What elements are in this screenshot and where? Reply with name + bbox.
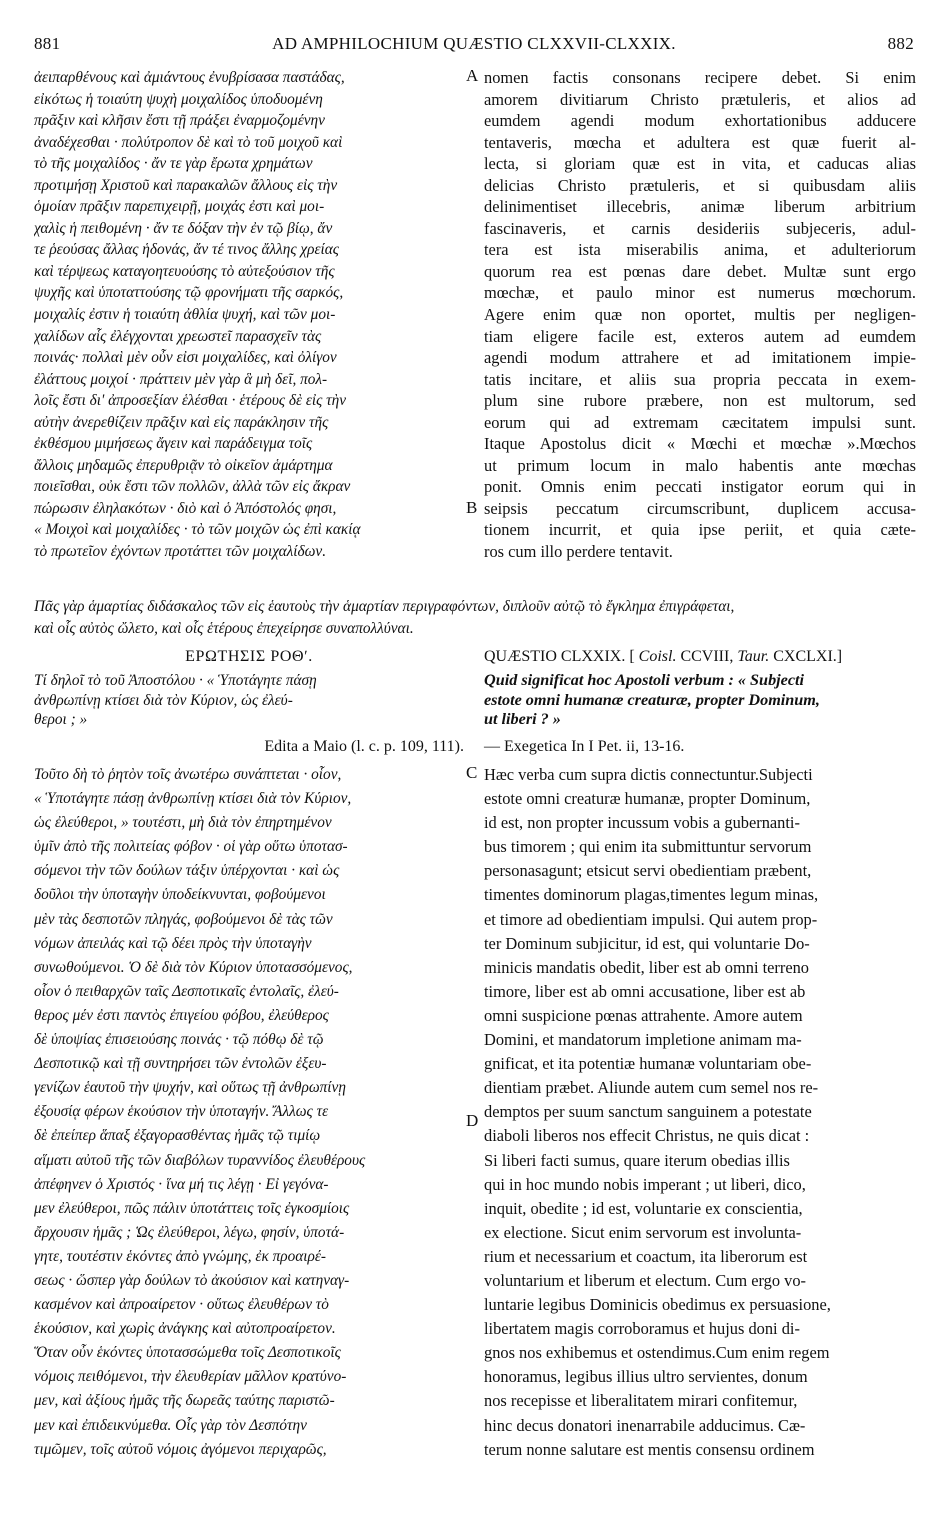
margin-letter-d: D: [466, 1111, 479, 1130]
greek-text-line: αἵματι αὐτοῦ τῆς τῶν διαβόλων τυραννίδος ἐλευθέρους: [34, 1151, 366, 1169]
latin-text-line: personasagunt; etsicut servi obedientiam præbent,: [484, 861, 812, 881]
greek-column-top: [34, 67, 464, 563]
greek-text-line: « Μοιχοὶ καὶ μοιχαλίδες · τὸ τῶν μοιχῶν ὡς ἐπὶ κακίᾳ: [34, 521, 361, 539]
latin-text-line: nos recepisse et liberalitatem mirari confitemur,: [484, 1391, 798, 1411]
latin-text-line: Si liberi facti sumus, quare iterum obedias illis: [484, 1150, 790, 1170]
latin-text-line: delinimentiset illecebris, animæ liberum arbitrium: [484, 197, 916, 217]
greek-text-line: ὁμοίαν πρᾶξιν παρεπιχειρῇ, μοιχάς ἐστι καὶ μοι-: [34, 198, 325, 216]
greek-text-line: κασμένον καὶ ἀπροαίρετον · οὕτως ἐλευθέρων τὸ: [34, 1296, 329, 1314]
latin-text-line: delicias Christo prætuleris, et si quibusdam aliis: [484, 175, 916, 195]
latin-text-line: amorem divitiarum Christo prætuleris, et alios ad: [484, 89, 916, 109]
latin-text-line: luntarie legibus Dominicis obedimus ex persuasione,: [484, 1295, 831, 1315]
latin-question-taur: Taur.: [737, 648, 770, 665]
running-header: [34, 34, 914, 58]
latin-text-line: ros cum illo perdere tentavit.: [484, 542, 673, 562]
latin-text-line: inquit, obedite ; id est, voluntarie ex conscientia,: [484, 1198, 803, 1218]
latin-text-line: ter Dominum subjicitur, id est, qui voluntarie Do-: [484, 933, 810, 953]
running-title: AD AMPHILOCHIUM QUÆSTIO CLXXVII-CLXXIX.: [272, 34, 676, 53]
latin-text-line: eorum qui ad extremam cæcitatem impulsi sunt.: [484, 412, 916, 432]
greek-text-line: μὲν τὰς δεσποτῶν πληγάς, φοβούμενοι δὲ τὰς τῶν: [34, 910, 333, 928]
greek-text-line: ψυχῆς καὶ ὑποταττούσης τῷ φρονήματι τῆς σαρκός,: [34, 284, 344, 302]
latin-text-line: nomen factis consonans recipere debet. Si enim: [484, 68, 916, 87]
latin-question-line: estote omni humanæ creaturæ, propter Dominum,: [484, 690, 820, 709]
latin-text-line: fascinaveris, et carnis desideriis subjeceris, adul-: [484, 218, 916, 238]
greek-text-line: τὸ πρωτεῖον ἐχόντων προτάττει τῶν μοιχαλίδων.: [34, 543, 327, 561]
latin-text-line: Hæc verba cum supra dictis connectuntur.Subjecti: [484, 765, 813, 784]
greek-text-line: συνωθούμενοι. Ὁ δὲ διὰ τὸν Κύριον ὑποτασσόμενος,: [34, 958, 353, 976]
greek-text-line: δοῦλοι τὴν ὑποταγὴν ὑποδείκνυνται, φοβούμενοι: [34, 886, 326, 904]
latin-text-line: seipsis peccatum circumscribunt, duplicem accusa-: [484, 498, 916, 518]
page-number-left: 881: [34, 34, 61, 53]
greek-text-line: ἀειπαρθένους καὶ ἀμιάντους ἐνυβρίσασα παστάδας,: [34, 69, 345, 86]
latin-text-line: lecta, si gloriam quæ est in vita, et caducas alias: [484, 154, 916, 174]
latin-text-line: minicis mandatis obedit, liber est ab omni terreno: [484, 957, 810, 977]
latin-text-line: Agere enim quæ non oportet, multis per negligen-: [484, 305, 916, 325]
greek-text-line: ἐκθέσμου μιμήσεως ἄγειν καὶ παράδειγμα τοῖς: [34, 435, 313, 453]
page-number-right: 882: [887, 34, 914, 53]
latin-text-line: ponit. Omnis enim peccati instigator eorum qui in: [484, 477, 916, 497]
greek-text-line: χαλὶς ἡ πειθομένη · ἄν τε δόξαν τὴν ἐν τῷ βίῳ, ἄν: [34, 219, 333, 237]
greek-text-line: καὶ τέρψεως καταγοητευούσης τὸ αὐτεξούσιον τῆς: [34, 262, 335, 280]
greek-text-line: ἄρχουσιν ἡμᾶς ; Ὡς ἐλεύθεροι, λέγω, φησίν, ὑποτά-: [34, 1223, 345, 1241]
greek-text-line: μοιχαλίς ἐστιν ἡ τοιαύτη ἀθλία ψυχή, καὶ τῶν μοι-: [34, 306, 336, 324]
latin-text-line: ut primum locum in malo habentis ante mœchas: [484, 455, 916, 475]
greek-text-line: Ὅταν οὖν ἑκόντες ὑποτασσώμεθα τοῖς Δεσποτικοῖς: [34, 1344, 341, 1362]
greek-column-bottom: [34, 763, 464, 1462]
latin-text-line: libertatem magis corroboramus et hujus doni di-: [484, 1319, 800, 1339]
latin-text-line: gnificat, et ita potentiæ humanæ voluntariam obe-: [484, 1054, 812, 1074]
greek-text-line: σεως · ὥσπερ γὰρ δούλων τὸ ἀκούσιον καὶ κατηναγ-: [34, 1271, 350, 1289]
latin-question-line: ut liberi ? »: [484, 710, 561, 728]
greek-text-line: προτιμήσῃ Χριστοῦ καὶ παρακαλῶν ἄλλους εἰς τὴν: [34, 176, 338, 194]
greek-text-line: νόμοις πειθόμενοι, τὴν ἐλευθερίαν μᾶλλον κρατύνο-: [34, 1368, 347, 1386]
latin-question-line: Quid significat hoc Apostoli verbum : « Subjecti: [484, 671, 805, 689]
latin-text-line: timentes dominorum plagas,timentes legum minas,: [484, 885, 819, 905]
greek-text-line: ἐλάττους μοιχοί · πράττειν μὲν γὰρ ἃ μὴ δεῖ, πολ-: [34, 370, 328, 388]
latin-question-coisl: Coisl.: [638, 648, 677, 665]
greek-question-line: ἀνθρωπίνῃ κτίσει διὰ τὸν Κύριον, ὡς ἐλεύ-: [34, 691, 293, 709]
latin-text-line: demptos per suum sanctum sanguinem a potestate: [484, 1102, 812, 1122]
latin-text-line: tatis incitare, et aliis sua propria peccata in exem-: [484, 369, 916, 389]
greek-text-line: μεν ἐλεύθεροι, πῶς πάλιν ὑποτάττεις τοῖς ἐγκοσμίοις: [34, 1199, 350, 1217]
greek-text-line: τε ῥεούσας ἄλλας ἡδονάς, ἄν τέ τινος ἄλλης χρείας: [34, 241, 339, 259]
greek-text-line: ὑμῖν ἀπὸ τῆς πολιτείας φόβον · οἱ γὰρ οὕτω ὑποτασ-: [34, 838, 348, 856]
latin-text-line: dientiam præbet. Aliunde autem cum semel nos re-: [484, 1078, 819, 1098]
greek-text-line: πρᾶξιν καὶ κλῆσιν ἔστι τῇ πράξει ἐναρμοζομένην: [34, 112, 325, 130]
latin-text-line: hinc decus donatori inenarrabile adducimus. Cæ-: [484, 1415, 806, 1435]
greek-text-line: ὡς ἐλεύθεροι, » τουτέστι, μὴ διὰ τὸν ἐπηρτημένον: [34, 814, 332, 832]
greek-text-line: ἀπέφηνεν ὁ Χριστός · ἵνα μή τις λέγῃ · Εἰ γεγόνα-: [34, 1175, 329, 1193]
greek-text-line: γητε, τουτέστιν ἑκόντες ἀπὸ γνώμης, ἐκ προαιρέ-: [34, 1247, 327, 1265]
greek-text-line: εἰκότως ἡ τοιαύτη ψυχὴ μοιχαλίδος ὑποδυομένη: [34, 90, 323, 108]
greek-question-line: Τί δηλοῖ τὸ τοῦ Ἀποστόλου · « Ὑποτάγητε πάσῃ: [34, 672, 317, 689]
latin-text-line: ex electione. Sicut enim servorum est involunta-: [484, 1222, 802, 1242]
latin-text-line: terum nonne salutare est mentis consensu ordinem: [484, 1439, 815, 1459]
latin-text-line: Domini, et mandatorum impletione animam ma-: [484, 1030, 802, 1050]
greek-text-line: ποινάς· πολλαὶ μὲν οὖν εἰσι μοιχαλίδες, καὶ ὀλίγον: [34, 349, 337, 367]
margin-letter-c: C: [466, 763, 478, 782]
latin-text-line: eumdem agendi modum exhortationibus adducere: [484, 111, 916, 131]
greek-text-line: καὶ οἷς αὐτὸς ὤλετο, καὶ οἷς ἑτέρους ἐπεχείρησε συναπολλύναι.: [34, 619, 414, 637]
latin-text-line: gnos nos exhibemus et ostendimus.Cum enim regem: [484, 1343, 830, 1363]
full-width-greek: [34, 596, 914, 639]
latin-text-line: et timore ad obedientiam impulsi. Qui autem prop-: [484, 909, 818, 929]
greek-question-title: ΕΡΩΤΗΣΙΣ ΡΟΘʹ.: [185, 648, 313, 665]
greek-text-line: ἑκούσιον, καὶ χωρὶς ἀνάγκης καὶ αὐτοπροαίρετον.: [34, 1320, 336, 1338]
latin-text-line: bus timorem ; qui enim ita submittuntur servorum: [484, 837, 812, 857]
latin-question-text: [484, 671, 916, 730]
greek-text-line: οἷον ὁ πειθαρχῶν ταῖς Δεσποτικαῖς ἐντολαῖς, ἐλεύ-: [34, 982, 339, 1000]
exegetica-note: — Exegetica In I Pet. ii, 13-16.: [484, 738, 685, 755]
latin-question-title-mid: CCVIII,: [676, 648, 738, 665]
latin-text-line: agendi modum attrahere et ad imitationem impie-: [484, 348, 916, 368]
greek-text-line: δὲ ὑποψίας ἐπισειούσης ποινάς · τῷ πόθῳ δὲ τῷ: [34, 1031, 324, 1049]
latin-text-line: diaboli liberos nos effecit Christus, ne quis dicat :: [484, 1126, 810, 1146]
greek-text-line: πώρωσιν ἐληλακότων · διὸ καὶ ὁ Ἀπόστολός φησι,: [34, 499, 337, 517]
latin-text-line: mœchæ, et paulo minor est numerus mœchorum.: [484, 283, 916, 303]
latin-text-line: plum sine rubore præbere, non est multorum, sed: [484, 391, 916, 411]
greek-text-line: δὲ ἐπείπερ ἅπαξ ἐξαγορασθέντας ἡμᾶς τῷ τιμίῳ: [34, 1127, 321, 1145]
greek-text-line: ποιεῖσθαι, οὐκ ἔστι τῶν πολλῶν, ἀλλὰ τῶν εἰς ἄκραν: [34, 478, 351, 496]
latin-text-line: voluntarium et liberum et electum. Cum ergo vo-: [484, 1270, 806, 1290]
latin-text-line: timore, liber est ab omni accusatione, liber est ab: [484, 981, 806, 1001]
greek-text-line: τὸ τῆς μοιχαλίδος · ἄν τε γὰρ ἔρωτα χρημάτων: [34, 155, 313, 173]
greek-text-line: γενίζων ἑαυτοῦ τὴν ψυχήν, καὶ οὕτως τῇ ἀνθρωπίνῃ: [34, 1079, 346, 1097]
latin-text-line: rium et necessarium et coactum, ita liberorum est: [484, 1246, 808, 1266]
margin-letter-a: A: [466, 66, 479, 85]
greek-text-line: μεν καὶ ἐπιδεικνύμεθα. Οἷς γὰρ τὸν Δεσπότην: [34, 1416, 307, 1434]
edition-note: Edita a Maio (l. c. p. 109, 111).: [264, 738, 464, 755]
margin-letter-b: B: [466, 498, 478, 517]
greek-text-line: ἐξουσίᾳ φέρων ἑκούσιον τὴν ὑποταγήν. Ἄλλως τε: [34, 1103, 329, 1121]
latin-text-line: tentaveris, mœcha et adultera est quæ fuerit al-: [484, 132, 916, 152]
greek-text-line: σόμενοι τὴν τῶν δούλων τάξιν ὑπέρχονται · καὶ ὡς: [34, 862, 340, 880]
greek-text-line: αὐτὴν ἀνερεθίζειν πρᾶξιν καὶ εἰς παράκλησιν τῆς: [34, 413, 329, 431]
latin-text-line: Itaque Apostolus dicit « Mœchi et mœchæ ».Mœchos: [484, 434, 916, 454]
greek-text-line: Δεσποτικῷ καὶ τῇ συντηρήσει τῶν ἐντολῶν ἐξευ-: [34, 1055, 327, 1073]
latin-column-bottom: [484, 763, 916, 1462]
latin-question-title-main: QUÆSTIO CLXXIX. [: [484, 648, 639, 665]
latin-text-line: omni suspicione pœnas attrahente. Amore autem: [484, 1005, 803, 1025]
greek-text-line: θερος μέν ἐστι παντὸς ἐπιγείου φόβου, ἐλεύθερος: [34, 1006, 329, 1024]
latin-question-title: [484, 648, 916, 666]
greek-text-line: ἄλλοις μηδαμῶς ἐπερυθριᾷν τὸ οἰκεῖον ἁμάρτημα: [34, 456, 333, 474]
latin-text-line: estote omni creaturæ humanæ, propter Dominum,: [484, 789, 811, 809]
greek-text-line: Τοῦτο δὴ τὸ ῥητὸν τοῖς ἀνωτέρω συνάπτεται · οἷον,: [34, 766, 342, 783]
greek-text-line: « Ὑποτάγητε πάσῃ ἀνθρωπίνῃ κτίσει διὰ τὸν Κύριον,: [34, 790, 352, 808]
greek-question-line: θεροι ; »: [34, 711, 88, 728]
latin-text-line: quorum rea est pœnas dare debet. Multæ sunt ergo: [484, 261, 916, 281]
latin-text-line: honoramus, legibus illius ultro servientes, donum: [484, 1367, 808, 1387]
greek-text-line: ἀναδέχεσθαι · πολύτροπον δὲ καὶ τὸ τοῦ μοιχοῦ καὶ: [34, 133, 343, 151]
greek-text-line: μεν, καὶ ἀξίους ἡμᾶς τῆς δωρεᾶς ταύτης παριστῶ-: [34, 1392, 335, 1410]
greek-text-line: Πᾶς γὰρ ἁμαρτίας διδάσκαλος τῶν εἰς ἑαυτοὺς τὴν ἁμαρτίαν περιγραφόντων, διπλοῦν αὐτῷ τὸ ἔγκλημα ἐπιγράφεται,: [34, 598, 735, 615]
latin-text-line: tiam eligere facile est, exteros autem ad eumdem: [484, 326, 916, 346]
latin-text-line: id est, non propter incussum vobis a gubernanti-: [484, 813, 800, 833]
greek-text-line: χαλίδων αἷς ἐλέγχονται χρεωστεῖ παρασχεῖν τὰς: [34, 327, 322, 345]
latin-column-top: [484, 67, 916, 563]
greek-question-text: [34, 671, 464, 730]
latin-question-title-end: CXCLXI.]: [769, 648, 843, 665]
greek-text-line: νόμων ἀπειλάς καὶ τῷ δέει πρὸς τὴν ὑποταγὴν: [34, 934, 312, 952]
greek-text-line: τιμῶμεν, τοῖς αὐτοῦ νόμοις ἀγόμενοι περιχαρῶς,: [34, 1440, 327, 1458]
greek-text-line: λοῖς ἔστι δι' ἀπροσεξίαν ἑλέσθαι · ἑτέρους δὲ εἰς τὴν: [34, 392, 347, 410]
latin-text-line: tera est ista miserabilis anima, et adulteriorum: [484, 240, 916, 260]
latin-text-line: tionem incurrit, et quia ipse periit, et quia cæte-: [484, 520, 916, 540]
latin-text-line: qui in hoc mundo nobis imperant ; ut liberi, dico,: [484, 1174, 806, 1194]
